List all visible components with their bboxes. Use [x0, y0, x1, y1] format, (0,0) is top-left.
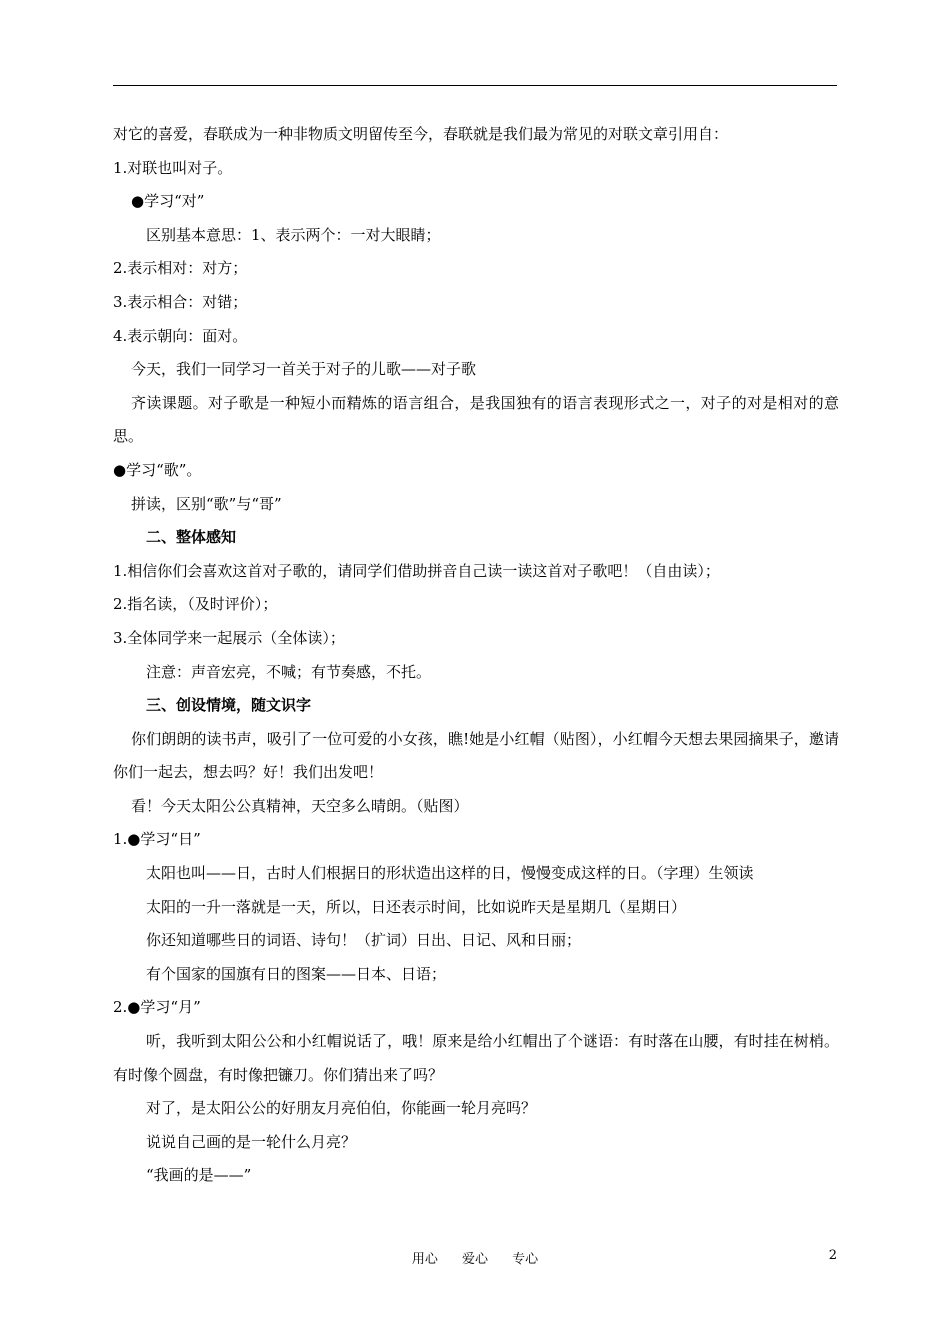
- paragraph: 太阳也叫——日，古时人们根据日的形状造出这样的日，慢慢变成这样的日。（字理）生领读: [146, 864, 754, 883]
- paragraph: ●学习“对”: [131, 192, 205, 211]
- paragraph: 2.表示相对：对方；: [113, 259, 248, 278]
- paragraph: ●学习“歌”。: [113, 460, 202, 479]
- paragraph: 太阳的一升一落就是一天，所以，日还表示时间，比如说昨天是星期几（星期日）: [146, 897, 687, 916]
- paragraph: “我画的是——”: [146, 1166, 252, 1185]
- paragraph: 1.●学习“日”: [113, 830, 201, 849]
- document-body: [113, 118, 839, 1193]
- paragraph: 拼读，区别“歌”与“哥”: [131, 494, 282, 513]
- paragraph: 3.表示相合：对错；: [113, 292, 248, 311]
- paragraph: 2.●学习“月”: [113, 998, 201, 1017]
- section-heading: 二、整体感知: [146, 528, 237, 547]
- paragraph: 4.表示朝向：面对。: [113, 326, 248, 345]
- footer-mottos: [0, 1248, 950, 1267]
- paragraph: 注意：声音宏亮，不喊；有节奏感，不托。: [146, 662, 432, 681]
- paragraph: 你们朗朗的读书声，吸引了一位可爱的小女孩，瞧!她是小红帽（贴图），小红帽今天想去果园摘果子，邀请你们一起去，想去吗？好！我们出发吧！: [113, 729, 839, 782]
- paragraph: 对它的喜爱，春联成为一种非物质文明留传至今，春联就是我们最为常见的对联文章引用自：: [113, 125, 729, 143]
- page-number: 2: [828, 1248, 837, 1263]
- paragraph: 齐读课题。对子歌是一种短小而精炼的语言组合，是我国独有的语言表现形式之一，对子的对是相对的意思。: [113, 393, 839, 446]
- footer-motto: 专心: [512, 1252, 539, 1267]
- footer-motto: 爱心: [461, 1252, 488, 1267]
- paragraph: 2.指名读，（及时评价）；: [113, 595, 278, 614]
- paragraph: 今天，我们一同学习一首关于对子的儿歌——对子歌: [131, 360, 477, 379]
- paragraph: 说说自己画的是一轮什么月亮？: [146, 1132, 357, 1151]
- paragraph: 有个国家的国旗有日的图案——日本、日语；: [146, 964, 447, 983]
- paragraph: 你还知道哪些日的词语、诗句！（扩词）日出、日记、风和日丽；: [146, 931, 582, 950]
- paragraph: 3.全体同学来一起展示（全体读）；: [113, 628, 345, 647]
- paragraph: 听，我听到太阳公公和小红帽说话了，哦！原来是给小红帽出了个谜语：有时落在山腰，有时挂在树梢。有时像个圆盘，有时像把镰刀。你们猜出来了吗？: [113, 1032, 839, 1084]
- paragraph: 1.相信你们会喜欢这首对子歌的，请同学们借助拼音自己读一读这首对子歌吧！（自由读）；: [113, 561, 720, 580]
- paragraph: 看！今天太阳公公真精神，天空多么晴朗。（贴图）: [131, 796, 469, 815]
- section-heading: 三、创设情境，随文识字: [146, 696, 312, 715]
- paragraph: 对了，是太阳公公的好朋友月亮伯伯，你能画一轮月亮吗？: [146, 1099, 537, 1118]
- paragraph: 1.对联也叫对子。: [113, 158, 233, 177]
- footer-motto: 用心: [411, 1252, 438, 1267]
- paragraph: 区别基本意思：1、表示两个：一对大眼睛；: [146, 225, 441, 244]
- header-rule: [113, 85, 837, 86]
